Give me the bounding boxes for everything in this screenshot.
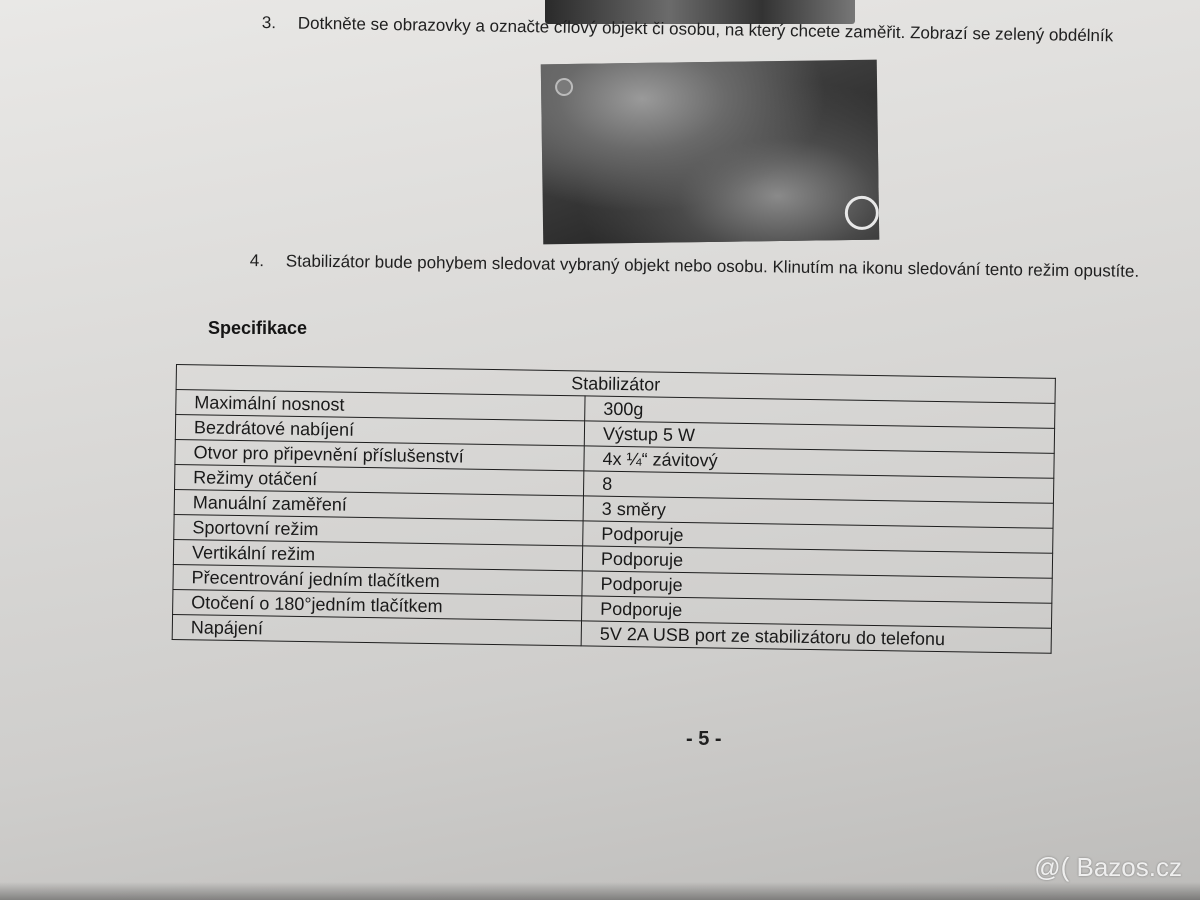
record-icon xyxy=(555,78,573,96)
page-edge-shadow xyxy=(0,882,1200,900)
spec-label: Otvor pro připevnění příslušenství xyxy=(175,439,584,470)
tracking-target-icon xyxy=(845,196,879,230)
spec-value: Podporuje xyxy=(582,571,1052,603)
spec-heading: Specifikace xyxy=(208,318,308,338)
spec-label: Napájení xyxy=(172,614,581,645)
spec-value: Podporuje xyxy=(583,521,1053,553)
step-text: Stabilizátor bude pohybem sledovat vybraný objekt nebo osobu. Klinutím na ikonu sledování tento režim opustíte. xyxy=(285,251,1140,281)
spec-label: Bezdrátové nabíjení xyxy=(175,415,584,446)
spec-table-container xyxy=(172,364,1056,654)
spec-label: Režimy otáčení xyxy=(175,464,584,495)
spec-value: Podporuje xyxy=(582,546,1052,578)
step-number: 3. xyxy=(261,12,277,33)
step-number: 4. xyxy=(249,250,265,271)
spec-label: Sportovní režim xyxy=(174,514,583,545)
spec-value: 4x ¼“ závitový xyxy=(584,446,1054,478)
page-number: - 5 - xyxy=(686,728,722,750)
spec-value: Výstup 5 W xyxy=(584,421,1054,453)
spec-label: Přecentrování jedním tlačítkem xyxy=(173,564,582,595)
spec-value: 5V 2A USB port ze stabilizátoru do telefonu xyxy=(581,621,1051,653)
spec-value: 8 xyxy=(583,471,1053,503)
spec-value: Podporuje xyxy=(582,596,1052,628)
spec-label: Manuální zaměření xyxy=(174,489,583,520)
spec-label: Otočení o 180°jedním tlačítkem xyxy=(173,589,582,620)
spec-table xyxy=(172,364,1056,654)
spec-label: Vertikální režim xyxy=(173,539,582,570)
tracking-photo xyxy=(541,60,879,245)
spec-label: Maximální nosnost xyxy=(176,390,585,421)
step-text: Dotkněte se obrazovky a označte cílový objekt či osobu, na který chcete zaměřit. Zobrazí se zelený obdélník xyxy=(297,13,1114,46)
watermark: @( Bazos.cz xyxy=(1034,852,1182,882)
spec-value: 300g xyxy=(585,396,1055,428)
table-title: Stabilizátor xyxy=(176,365,1055,404)
spec-value: 3 směry xyxy=(583,496,1053,528)
step-4 xyxy=(249,250,1170,281)
